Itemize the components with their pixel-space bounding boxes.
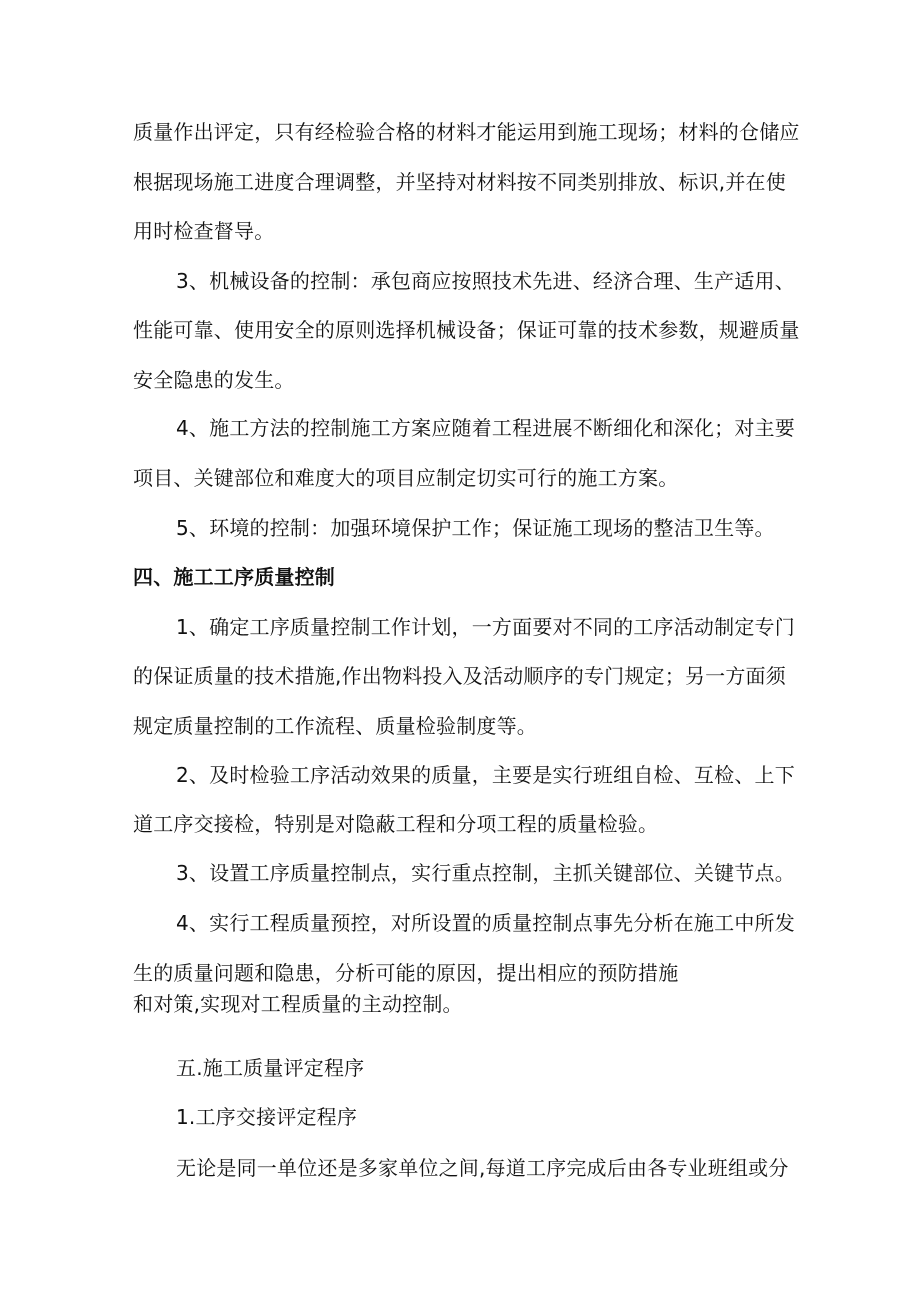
paragraph-line: 2、及时检验工序活动效果的质量，主要是实行班组自检、互检、上下 <box>176 763 795 787</box>
section-heading: 四、施工工序质量控制 <box>133 565 335 589</box>
paragraph-line: 3、设置工序质量控制点，实行重点控制，主抓关键部位、关键节点。 <box>176 861 795 885</box>
section-heading: 五.施工质量评定程序 <box>176 1056 365 1080</box>
paragraph-line: 规定质量控制的工作流程、质量检验制度等。 <box>133 714 537 738</box>
subsection-heading: 1.工序交接评定程序 <box>176 1105 358 1129</box>
paragraph-line: 道工序交接检，特别是对隐蔽工程和分项工程的质量检验。 <box>133 812 659 836</box>
paragraph-line: 1、确定工序质量控制工作计划，一方面要对不同的工序活动制定专门 <box>176 615 795 639</box>
paragraph-line: 3、机械设备的控制：承包商应按照技术先进、经济合理、生产适用、 <box>176 269 795 293</box>
paragraph-line: 项目、关键部位和难度大的项目应制定切实可行的施工方案。 <box>133 466 679 490</box>
paragraph-line: 5、环境的控制：加强环境保护工作；保证施工现场的整洁卫生等。 <box>176 516 775 540</box>
paragraph-line: 根据现场施工进度合理调整，并坚持对材料按不同类别排放、标识,并在使 <box>133 170 786 194</box>
paragraph-line: 和对策,实现对工程质量的主动控制。 <box>133 992 463 1016</box>
paragraph-line: 的保证质量的技术措施,作出物料投入及活动顺序的专门规定；另一方面须 <box>133 664 786 688</box>
paragraph-line: 4、实行工程质量预控，对所设置的质量控制点事先分析在施工中所发 <box>176 911 795 935</box>
paragraph-line: 性能可靠、使用安全的原则选择机械设备；保证可靠的技术参数，规避质量 <box>133 318 800 342</box>
paragraph-line: 安全隐患的发生。 <box>133 368 295 392</box>
paragraph-line: 无论是同一单位还是多家单位之间,每道工序完成后由各专业班组或分 <box>176 1156 789 1180</box>
paragraph-line: 生的质量问题和隐患，分析可能的原因，提出相应的预防措施 <box>133 961 679 985</box>
paragraph-line: 质量作出评定，只有经检验合格的材料才能运用到施工现场；材料的仓储应 <box>133 120 800 144</box>
paragraph-line: 4、施工方法的控制施工方案应随着工程进展不断细化和深化；对主要 <box>176 416 795 440</box>
paragraph-line: 用时检查督导。 <box>133 219 275 243</box>
